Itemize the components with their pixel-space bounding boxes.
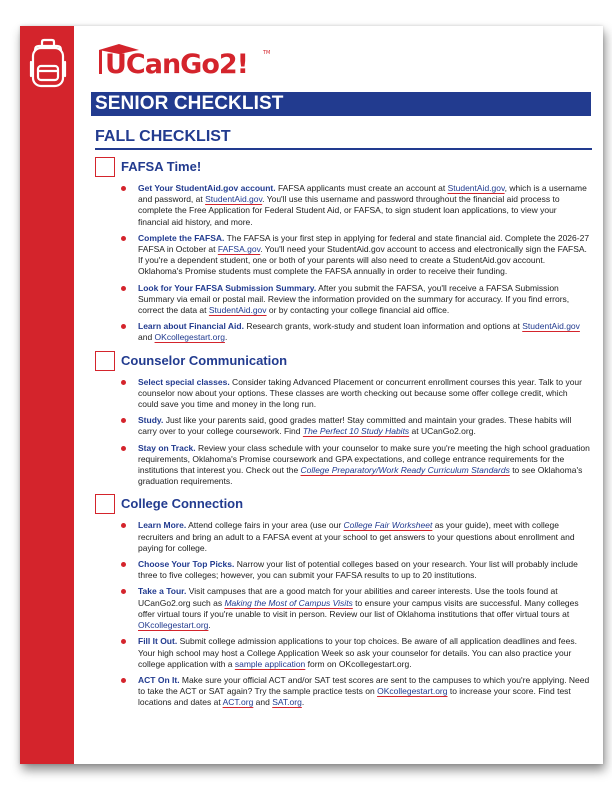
item-text: Submit college admission applications to your top choices. Be aware of all application deadlines and fees. Your high school may host a College Application Week so ask your counselor for details. You can also practice your college application with a xyxy=(138,636,577,669)
list-item xyxy=(95,443,590,488)
studentaid-link[interactable]: StudentAid.gov xyxy=(447,183,505,193)
fafsa-time-checkbox[interactable] xyxy=(95,157,115,177)
section-title: Counselor Communication xyxy=(121,352,288,368)
item-list xyxy=(95,520,590,708)
item-lead: Learn about Financial Aid. xyxy=(138,321,244,332)
item-lead: Stay on Track. xyxy=(138,442,196,453)
bullet-icon xyxy=(121,562,126,567)
studentaid-link[interactable]: StudentAid.gov xyxy=(208,305,267,316)
campus-visits-link[interactable]: Making the Most of Campus Visits xyxy=(224,597,353,608)
checklist-page xyxy=(20,26,603,764)
bullet-icon xyxy=(121,678,126,683)
section-header xyxy=(95,350,590,372)
counselor-communication-checkbox[interactable] xyxy=(95,351,115,371)
item-lead: Take a Tour. xyxy=(138,586,187,597)
logo-wordmark: UCanGo2! xyxy=(105,49,248,76)
list-item xyxy=(95,520,590,554)
bullet-icon xyxy=(121,286,126,291)
item-lead: Study. xyxy=(138,415,164,426)
bullet-icon xyxy=(121,380,126,385)
item-text: . You'll need your StudentAid.gov account to access and electronically sign the FAFSA. If you're a dependent student, one or both of your parents will also need to create a StudentAid.gov account. Oklahoma's Promise students must complete the FAFSA annually in order to receive their funding. xyxy=(138,244,587,277)
sample-application-link[interactable]: sample application xyxy=(234,658,306,669)
ucango2-logo xyxy=(95,40,275,76)
item-text: . You'll use this username and password throughout the financial aid process to complete the Free Application for Federal Student Aid, or FAFSA, to sign student loan applications, to view your financial aid history, and more. xyxy=(138,194,560,227)
bullet-icon xyxy=(121,186,126,191)
item-text: and xyxy=(138,332,155,343)
section-header xyxy=(95,493,590,515)
red-sidebar xyxy=(20,26,74,764)
item-list xyxy=(95,377,590,488)
bullet-icon xyxy=(121,639,126,644)
item-text: Consider taking Advanced Placement or concurrent enrollment courses this year. Talk to your counselor now about your options. These classes are worth checking out because some offer college credit, which could save you time and money in the long run. xyxy=(138,376,582,410)
list-item xyxy=(95,377,590,411)
item-text: The FAFSA is your first step in applying for federal and state financial aid. Complete the 2026-27 FAFSA in October at xyxy=(138,232,590,255)
section-college-connection xyxy=(95,493,590,708)
college-connection-checkbox[interactable] xyxy=(95,494,115,514)
list-item xyxy=(95,283,590,317)
bullet-icon xyxy=(121,523,126,528)
item-lead: Learn More. xyxy=(138,520,187,531)
studentaid-link[interactable]: StudentAid.gov xyxy=(522,321,580,332)
item-text: Attend college fairs in your area (use our xyxy=(186,520,344,531)
item-text: to increase your score. Find test locations and dates at xyxy=(138,686,571,708)
section-title: College Connection xyxy=(121,496,244,512)
item-text: . xyxy=(301,697,305,708)
item-lead: Look for Your FAFSA Submission Summary. xyxy=(138,282,317,293)
item-text: , which is a username and password, at xyxy=(138,183,587,205)
list-item xyxy=(95,559,590,581)
item-text: to see Oklahoma's graduation requirements. xyxy=(138,465,583,487)
page-title: SENIOR CHECKLIST xyxy=(91,92,591,116)
item-text: to ensure your campus visits are successful. Many colleges offer virtual tours if you're unable to visit in person. Review our list of Oklahoma institutions that offer virtual tours at xyxy=(138,597,579,619)
okcollegestart-link[interactable]: OKcollegestart.org xyxy=(154,332,225,343)
item-lead: Complete the FAFSA. xyxy=(138,232,225,243)
item-text: . xyxy=(208,620,211,631)
item-list xyxy=(95,183,590,344)
studentaid-link[interactable]: StudentAid.gov xyxy=(205,194,263,205)
bullet-icon xyxy=(121,589,126,594)
study-habits-link[interactable]: The Perfect 10 Study Habits xyxy=(302,426,410,437)
list-item xyxy=(95,233,590,278)
bullet-icon xyxy=(121,418,126,423)
item-text: Just like your parents said, good grades matter! Stay committed and maintain your grades. These habits will carry over to your college coursework. Find xyxy=(138,415,572,437)
section-header xyxy=(95,156,590,178)
section-fafsa-time xyxy=(95,156,590,344)
section-counselor-communication xyxy=(95,350,590,488)
fafsa-gov-link[interactable]: FAFSA.gov xyxy=(217,244,261,255)
item-text: . xyxy=(224,332,228,343)
item-text: as your guide), meet with college recruiters and bring an adult to a FAFSA event at your school to get answers to your questions about enrollment and paying for college. xyxy=(138,520,575,553)
bullet-icon xyxy=(121,236,126,241)
item-lead: Select special classes. xyxy=(138,376,230,387)
item-text: Review your class schedule with your counselor to make sure you're meeting the high school graduation requirements, Oklahoma's Promise coursework and GPA expectations, and college entrance requirements for the institutions that interest you. Check out the xyxy=(138,442,590,476)
list-item xyxy=(95,675,590,709)
okcollegestart-link[interactable]: OKcollegestart.org xyxy=(138,620,209,631)
list-item xyxy=(95,586,590,631)
trademark-mark: TM xyxy=(263,50,271,56)
item-text: Research grants, work-study and student loan information and options at xyxy=(243,321,523,332)
list-item xyxy=(95,183,590,228)
curriculum-standards-link[interactable]: College Preparatory/Work Ready Curriculum Standards xyxy=(300,465,510,476)
section-title: FAFSA Time! xyxy=(121,159,202,174)
item-lead: ACT On It. xyxy=(138,674,180,685)
item-text: Narrow your list of potential colleges based on your research. Your list will probably include three to five colleges; however, you can submit your FAFSA results to up to 20 institutions. xyxy=(138,559,578,581)
item-text: and xyxy=(253,697,273,708)
sat-org-link[interactable]: SAT.org xyxy=(272,697,302,708)
item-text: Make sure your official ACT and/or SAT test scores are sent to the campuses to which you're applying. Need to take the ACT or SAT again? Try the sample practice tests on xyxy=(138,674,590,697)
list-item xyxy=(95,636,590,670)
item-text: Visit campuses that are a good match for your abilities and career interests. Use the tools found at UCanGo2.org such as xyxy=(138,586,558,608)
item-text: After you submit the FAFSA, you'll receive a FAFSA Submission Summary via email or postal mail. Review the information provided on the summary for accuracy. If you find errors, correct the data at xyxy=(138,282,570,316)
backpack-icon xyxy=(29,38,67,88)
item-text: FAFSA applicants must create an account at xyxy=(275,183,448,193)
bullet-icon xyxy=(121,446,126,451)
item-lead: Choose Your Top Picks. xyxy=(138,559,235,570)
college-fair-worksheet-link[interactable]: College Fair Worksheet xyxy=(343,520,433,531)
checklist-content xyxy=(95,156,590,715)
item-text: at UCanGo2.org. xyxy=(409,426,476,437)
okcollegestart-link[interactable]: OKcollegestart.org xyxy=(377,686,448,697)
item-text: form on OKcollegestart.org. xyxy=(305,658,412,669)
fall-checklist-heading: FALL CHECKLIST xyxy=(95,127,592,150)
list-item xyxy=(95,321,590,343)
item-text: or by contacting your college financial aid office. xyxy=(266,305,450,316)
bullet-icon xyxy=(121,324,126,329)
item-lead: Get Your StudentAid.gov account. xyxy=(138,183,276,193)
act-org-link[interactable]: ACT.org xyxy=(222,697,254,708)
item-lead: Fill It Out. xyxy=(138,636,178,647)
list-item xyxy=(95,415,590,437)
